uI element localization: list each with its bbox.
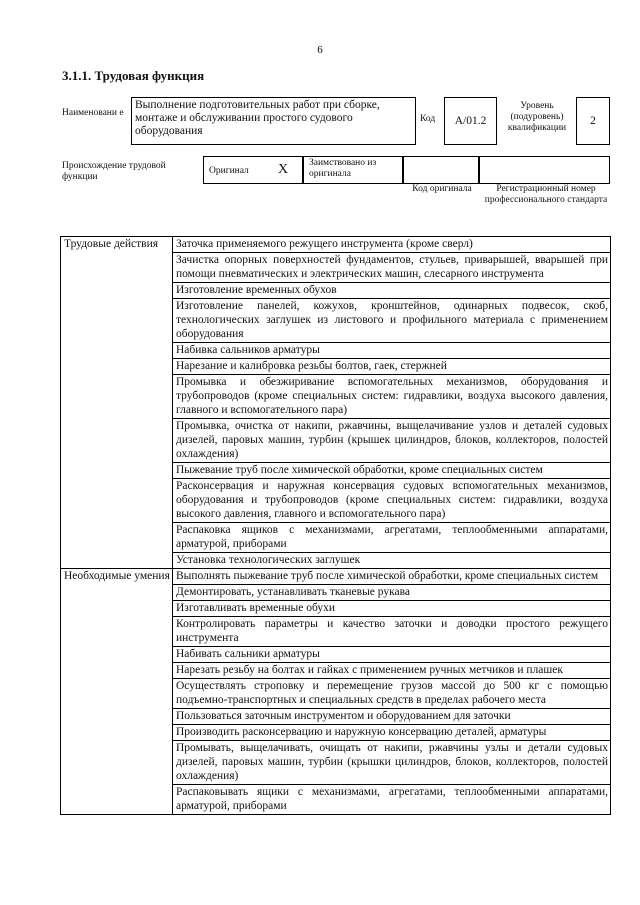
table-cell-item: Промывать, выщелачивать, очищать от накипи, ржавчины узлы и детали судовых дизелей, паровых машин, турбин (крышки цилиндров, блоков, коллекторов, полостей охлаждения) [173, 741, 611, 785]
table-cell-item: Контролировать параметры и качество заточки и доводки простого режущего инструмента [173, 617, 611, 647]
table-row [61, 569, 611, 585]
original-label: Оригинал [209, 166, 249, 176]
level-value: 2 [590, 115, 596, 127]
table-cell-item: Промывка и обезжиривание вспомогательных механизмов, оборудования и трубопроводов (кроме специальных систем: гидравлики, воздуха высокого давления, главного и вспомогательного пара) [173, 375, 611, 419]
code-original-label: Код оригинала [412, 184, 472, 194]
origin-label: Происхождение трудовой функции [62, 161, 166, 182]
table-cell-item: Распаковка ящиков с механизмами, агрегатами, теплообменными аппаратами, арматурой, приборами [173, 523, 611, 553]
borrowed-label: Заимствовано из оригинала [309, 158, 377, 179]
function-name: Выполнение подготовительных работ при сборке, монтаже и обслуживании простого судового оборудования [135, 99, 380, 137]
original-mark: X [278, 162, 289, 177]
section-title: 3.1.1. Трудовая функция [62, 68, 205, 83]
table-cell-item: Осуществлять строповку и перемещение грузов массой до 500 кг с помощью подъемно-транспортных и специальных средств в пределах рабочего места [173, 679, 611, 709]
group-title: Необходимые умения [61, 569, 173, 815]
level-box [576, 97, 610, 145]
code-original-box [403, 156, 479, 184]
table-cell-item: Заточка применяемого режущего инструмента (кроме сверл) [173, 237, 611, 253]
table-cell-item: Выполнять пыжевание труб после химической обработки, кроме специальных систем [173, 569, 611, 585]
function-table [60, 236, 611, 815]
table-cell-item: Набивка сальников арматуры [173, 343, 611, 359]
code-value: А/01.2 [454, 115, 487, 127]
table-cell-item: Промывка, очистка от накипи, ржавчины, выщелачивание узлов и деталей судовых дизелей, паровых машин, турбин (крышек цилиндров, блоков, коллекторов, полостей охлаждения) [173, 419, 611, 463]
table-cell-item: Расконсервация и наружная консервация судовых вспомогательных механизмов, оборудования и трубопроводов (кроме специальных систем: гидравлики, воздуха высокого давления, главного и вспомогательного пара) [173, 479, 611, 523]
table-cell-item: Изготавливать временные обухи [173, 601, 611, 617]
table-cell-item: Пользоваться заточным инструментом и оборудованием для заточки [173, 709, 611, 725]
original-box [203, 156, 303, 184]
reg-number-box [479, 156, 610, 184]
table-cell-item: Установка технологических заглушек [173, 553, 611, 569]
code-label: Код [420, 114, 436, 124]
table-cell-item: Набивать сальники арматуры [173, 647, 611, 663]
function-name-box [131, 97, 416, 145]
group-title: Трудовые действия [61, 237, 173, 569]
table-cell-item: Производить расконсервацию и наружную консервацию деталей, арматуры [173, 725, 611, 741]
name-label: Наименовани е [62, 108, 124, 118]
table-cell-item: Изготовление панелей, кожухов, кронштейнов, одинарных подвесок, скоб, технологических заглушек из листового и профильного материала с применением оборудования [173, 299, 611, 343]
borrowed-box [303, 156, 403, 184]
table-cell-item: Нарезать резьбу на болтах и гайках с применением ручных метчиков и плашек [173, 663, 611, 679]
table-cell-item: Демонтировать, устанавливать тканевые рукава [173, 585, 611, 601]
table-cell-item: Зачистка опорных поверхностей фундаментов, стульев, приварышей, вварышей при помощи пневматических и электрических машин, слесарного инструмента [173, 253, 611, 283]
level-label: Уровень (подуровень) квалификации [507, 101, 567, 133]
table-cell-item: Изготовление временных обухов [173, 283, 611, 299]
table-cell-item: Пыжевание труб после химической обработки, кроме специальных систем [173, 463, 611, 479]
page-number: 6 [317, 44, 323, 56]
code-box [444, 97, 497, 145]
table-row [61, 237, 611, 253]
table-cell-item: Нарезание и калибровка резьбы болтов, гаек, стержней [173, 359, 611, 375]
reg-number-label: Регистрационный номер профессионального стандарта [484, 184, 608, 205]
table-cell-item: Распаковывать ящики с механизмами, агрегатами, теплообменными аппаратами, арматурой, приборами [173, 785, 611, 815]
